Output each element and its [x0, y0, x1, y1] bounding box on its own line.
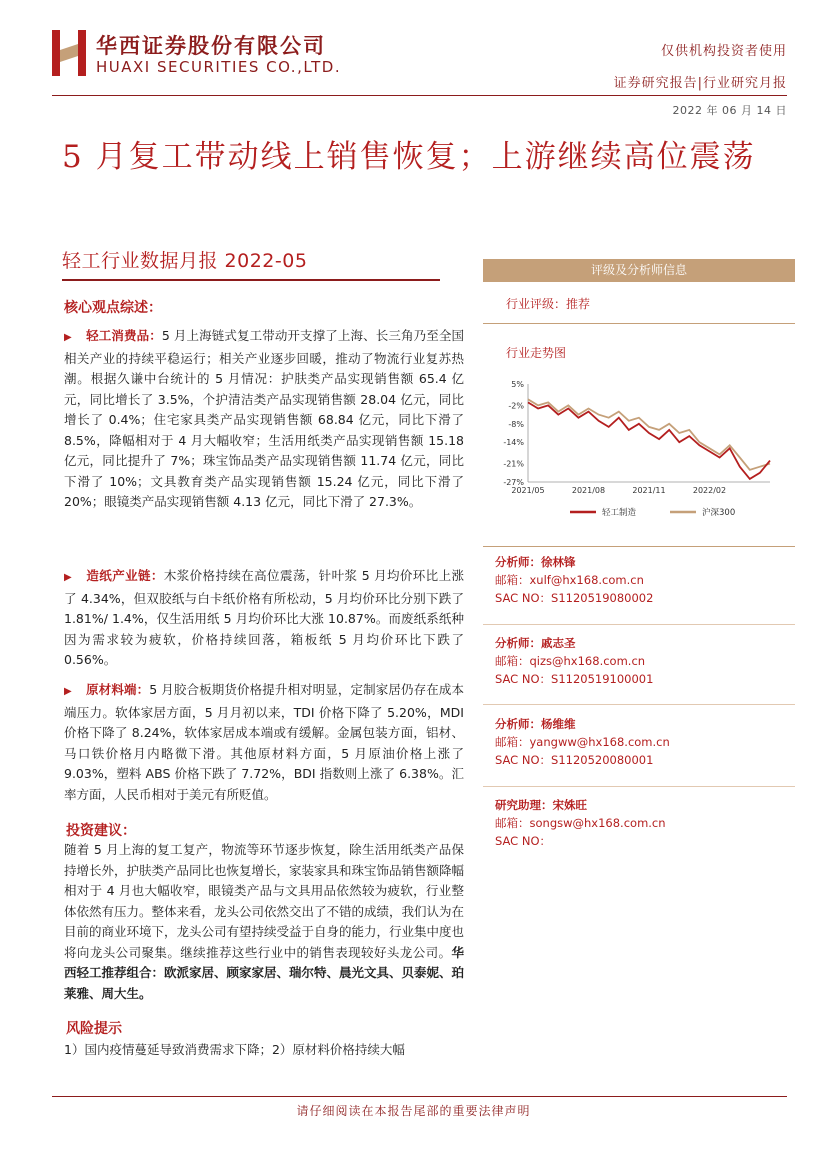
core-item-paper	[64, 566, 464, 671]
y-tick-label: -27%	[503, 478, 524, 487]
core-item-head: 轻工消费品：	[86, 328, 162, 343]
report-title: 5 月复工带动线上销售恢复；上游继续高位震荡	[62, 139, 756, 175]
analyst-email[interactable]: 邮箱：songsw@hx168.com.cn	[495, 816, 666, 830]
x-tick-label: 2021/05	[511, 486, 545, 495]
invest-body	[64, 840, 464, 1004]
trend-chart	[490, 372, 790, 522]
series-line-light-industry	[528, 402, 770, 479]
analyst-sac: SAC NO：S1120519100001	[495, 672, 654, 686]
core-item-text: 5 月胶合板期货价格提升相对明显，定制家居仍存在成本端压力。软体家居方面，5 月月初以来，TDI 价格下降了 5.20%，MDI 价格下降了 8.24%，软体家居成本端或有缓解。金属包装方面，铝材、马口铁价格月内略微下滑。其他原材料方面，5 月原油价格上涨了 9.03%，塑料 ABS 价格下跌了 7.72%，BDI 指数则上涨了 6.38%。汇率方面，人民币相对于美元有所贬值。	[64, 682, 464, 802]
legend-label: 轻工制造	[602, 508, 637, 518]
analyst-name: 分析师：徐林锋	[495, 555, 576, 569]
analyst-sac: SAC NO：S1120519080002	[495, 591, 654, 605]
x-tick-label: 2021/08	[571, 486, 606, 495]
analyst-divider	[483, 704, 795, 705]
core-item-head: 原材料端：	[86, 682, 150, 697]
analyst-block	[495, 715, 670, 769]
core-view-heading: 核心观点综述：	[64, 300, 162, 316]
y-tick-label: -2%	[508, 401, 524, 411]
report-type: 证券研究报告|行业研究月报	[613, 76, 787, 91]
company-name-cn: 华西证券股份有限公司	[96, 34, 326, 58]
analyst-name: 分析师：戚志圣	[495, 636, 576, 650]
analyst-sac: SAC NO：	[495, 834, 552, 848]
y-tick-label: -14%	[503, 438, 524, 448]
analyst-sac: SAC NO：S1120520080001	[495, 753, 654, 767]
x-tick-label: 2021/11	[632, 486, 666, 495]
analyst-name: 研究助理：宋姝旺	[495, 798, 587, 812]
report-subtitle: 轻工行业数据月报 2022-05	[62, 250, 308, 272]
footer-divider	[52, 1096, 787, 1097]
core-item-text: 木浆价格持续在高位震荡，针叶浆 5 月均价环比上涨了 4.34%，但双胶纸与白卡纸价格有所松动，5 月均价环比分别下跌了 1.81%/ 1.4%，仅生活用纸 5 月均价环比大涨 10.87%。而废纸系纸种因为需求较为疲软，价格持续回落，箱板纸 5 月均价环比下跌了 0.56%。	[64, 568, 464, 667]
triangle-bullet-icon: ▶	[64, 332, 72, 343]
y-tick-label: 5%	[511, 380, 524, 389]
analyst-block	[495, 634, 653, 688]
analyst-divider	[483, 786, 795, 787]
footer-disclaimer: 请仔细阅读在本报告尾部的重要法律声明	[296, 1104, 531, 1118]
analyst-block	[495, 796, 666, 850]
analyst-email[interactable]: 邮箱：xulf@hx168.com.cn	[495, 573, 644, 587]
rating-divider	[483, 323, 795, 324]
header-divider	[52, 95, 787, 96]
analyst-email[interactable]: 邮箱：qizs@hx168.com.cn	[495, 654, 646, 668]
subtitle-underline	[62, 279, 440, 281]
industry-rating: 行业评级：推荐	[506, 297, 591, 311]
risk-heading: 风险提示	[66, 1021, 122, 1037]
investor-notice: 仅供机构投资者使用	[660, 44, 787, 59]
company-logo-icon	[52, 30, 86, 76]
series-line-csi300	[528, 399, 770, 470]
core-item-head: 造纸产业链：	[86, 568, 164, 583]
trend-chart-title: 行业走势图	[506, 346, 567, 360]
analyst-name: 分析师：杨维维	[495, 717, 576, 731]
triangle-bullet-icon: ▶	[64, 686, 72, 697]
analyst-email[interactable]: 邮箱：yangww@hx168.com.cn	[495, 735, 670, 749]
legend-label: 沪深300	[702, 508, 736, 518]
chart-divider	[483, 546, 795, 547]
y-tick-label: -8%	[508, 419, 524, 429]
analyst-block	[495, 553, 653, 607]
risk-text: 1）国内疫情蔓延导致消费需求下降；2）原材料价格持续大幅	[64, 1042, 405, 1057]
report-date: 2022 年 06 月 14 日	[672, 104, 787, 117]
x-tick-label: 2022/02	[692, 486, 727, 495]
analyst-divider	[483, 624, 795, 625]
core-item-text: 5 月上海链式复工带动开支撑了上海、长三角乃至全国相关产业的持续平稳运行；相关产业逐步回暖，推动了物流行业复苏热潮。根据久谦中台统计的 5 月情况：护肤类产品实现销售额 65.4 亿元，同比增长了 3.5%，个护清洁类产品实现销售额 28.04 亿元，同比增长了 0.4%；住宅家具类产品实现销售额 68.84 亿元，同比下滑了 8.5%，降幅相对于 4 月大幅收窄；生活用纸类产品实现销售额 15.18 亿元，同比提升了 7%；珠宝饰品类产品实现销售额 11.74 亿元，同比下滑了 10%；文具教育类产品实现销售额 15.24 亿元，同比下滑了 20%；眼镜类产品实现销售额 4.13 亿元，同比下滑了 27.3%。	[64, 328, 464, 509]
rating-section-bar	[483, 259, 795, 282]
core-item-consumer	[64, 326, 464, 513]
rating-section-title: 评级及分析师信息	[590, 263, 687, 277]
portfolio-text: 华西轻工推荐组合：欧派家居、顾家家居、瑞尔特、晨光文具、贝泰妮、珀莱雅、周大生。	[64, 944, 465, 1001]
core-item-material	[64, 680, 464, 805]
y-tick-label: -21%	[503, 459, 524, 469]
triangle-bullet-icon: ▶	[64, 572, 72, 583]
invest-text: 随着 5 月上海的复工复产，物流等环节逐步恢复，除生活用纸类产品保持增长外，护肤类产品同比也恢复增长，家装家具和珠宝饰品销售额降幅相对于 4 月也大幅收窄，眼镜类产品与文具用品依然较为疲软，行业整体依然有压力。整体来看，龙头公司依然交出了不错的成绩，我们认为在目前的商业环境下，龙头公司有望持续受益于自身的能力，行业集中度也将向龙头公司聚集。继续推荐这些行业中的销售表现较好头龙公司。	[64, 842, 465, 960]
company-name-en: HUAXI SECURITIES CO.,LTD.	[96, 58, 342, 76]
invest-heading: 投资建议：	[66, 823, 136, 839]
